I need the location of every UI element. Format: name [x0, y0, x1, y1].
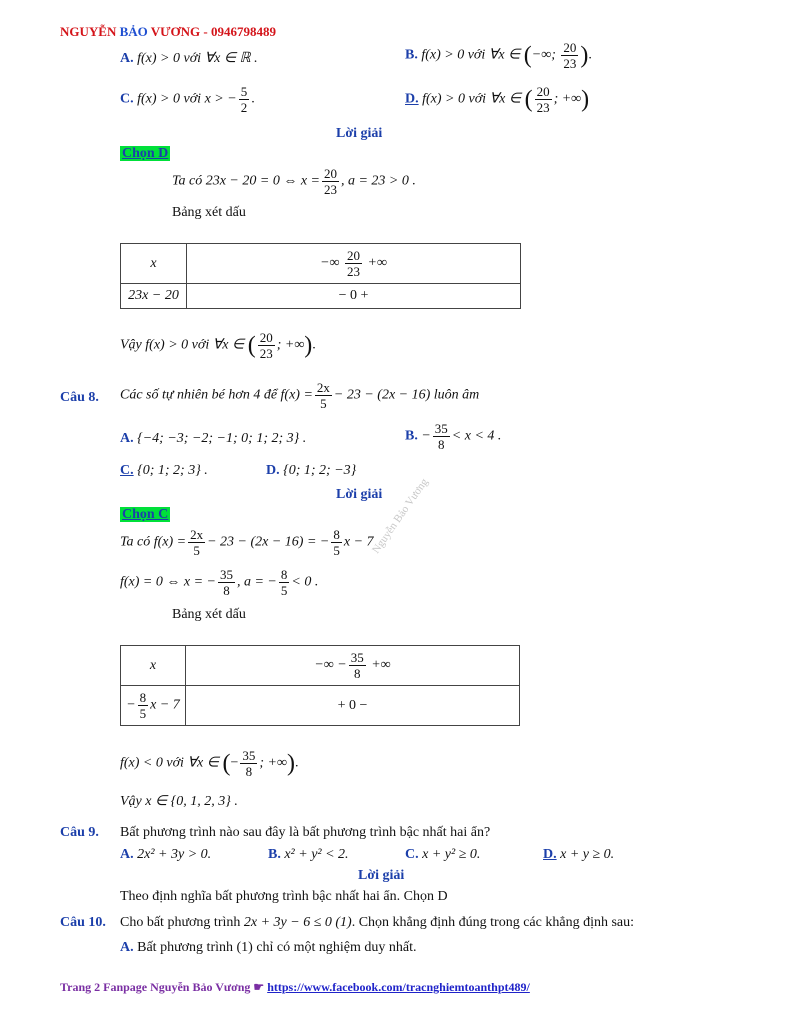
option-label: A.: [120, 51, 134, 66]
denominator: 8: [353, 666, 361, 681]
paren-open: (: [523, 42, 532, 69]
option-text: x + y ≥ 0.: [560, 847, 615, 862]
numerator: 35: [434, 421, 448, 436]
fraction: [279, 567, 290, 598]
paren-open: (: [524, 86, 533, 113]
numerator: 35: [350, 650, 364, 665]
period: .: [312, 337, 316, 353]
solution-line-1: [172, 166, 416, 197]
numerator: 35: [242, 748, 256, 763]
option-label: D.: [266, 463, 280, 478]
header-name-part2: BẢO: [119, 24, 148, 39]
option-a: [120, 50, 258, 67]
interval-right: ; +∞: [553, 91, 582, 107]
row-values: [187, 244, 521, 284]
denominator: 23: [536, 100, 550, 115]
row-signs: − 0 +: [187, 284, 521, 309]
conclusion-1: [120, 748, 298, 779]
option-d: [266, 463, 356, 479]
interval-right: ; +∞: [259, 755, 287, 771]
solution-title: Lời giải: [358, 868, 405, 883]
left-infinity: −∞: [320, 255, 340, 271]
paren-close: ): [580, 42, 589, 69]
text: , a = −: [236, 574, 277, 590]
text: −: [421, 428, 431, 444]
solution-title: Lời giải: [336, 126, 383, 141]
option-label: B.: [405, 47, 418, 63]
question-number: Câu 9.: [60, 825, 99, 840]
fraction: [315, 380, 332, 411]
option-label: D.: [543, 847, 557, 862]
numerator: 8: [333, 527, 340, 542]
row-label: [121, 686, 186, 726]
option-text: Bất phương trình (1) chỉ có một nghiệm duy nhất.: [137, 940, 417, 955]
explanation: Theo định nghĩa bất phương trình bậc nhất hai ẩn. Chọn D: [120, 889, 448, 904]
sign-table: [120, 645, 520, 726]
option-d: [543, 847, 614, 863]
denominator: 2: [240, 100, 248, 115]
option-label: C.: [405, 847, 419, 862]
chosen-label: Chọn C: [122, 507, 169, 522]
fraction: [535, 84, 552, 115]
option-c: [120, 463, 208, 479]
option-b: [405, 421, 501, 452]
denominator: 23: [563, 56, 577, 71]
option-label: C.: [120, 463, 134, 478]
option-label: B.: [268, 847, 281, 862]
right-infinity: +∞: [371, 657, 391, 673]
fraction: [240, 748, 257, 779]
conclusion-2: [120, 793, 238, 810]
text: f(x) < 0 với ∀x ∈: [120, 755, 219, 771]
text: . Chọn khẳng định đúng trong các khẳng định sau:: [351, 915, 635, 930]
numerator: 35: [219, 567, 233, 582]
text: Các số tự nhiên bé hơn 4 để f(x) =: [120, 387, 313, 403]
question-stem: [120, 915, 634, 931]
numerator: 20: [563, 40, 577, 55]
watermark: Nguyễn Bảo Vương: [369, 476, 431, 556]
fraction: [218, 567, 235, 598]
numerator: 2x: [316, 380, 330, 395]
option-text: x + y² ≥ 0.: [422, 847, 481, 862]
fraction: [349, 650, 366, 681]
chosen-answer: [120, 507, 170, 523]
tail: .: [251, 91, 255, 107]
denominator: 5: [333, 543, 340, 558]
fraction: [258, 330, 275, 361]
text: Ta có f(x) =: [120, 534, 187, 550]
fraction: [345, 248, 362, 279]
text: − 23 − (2x − 16) luôn âm: [333, 387, 480, 403]
row-label: x: [121, 646, 186, 686]
option-text: f(x) > 0 với ∀x ∈: [421, 47, 521, 63]
option-label: B.: [405, 428, 418, 444]
footer-text: Trang 2 Fanpage Nguyễn Bảo Vương ☛: [60, 980, 268, 994]
option-label: A.: [120, 431, 134, 446]
fraction: [239, 84, 250, 115]
paren-close: ): [286, 750, 295, 777]
interval-left: −∞;: [531, 47, 560, 63]
paren-close: ): [581, 86, 590, 113]
text: x − 7: [343, 534, 374, 550]
fraction: [322, 166, 339, 197]
option-text: x² + y² < 2.: [284, 847, 349, 862]
question-number: Câu 10.: [60, 915, 106, 930]
option-text: f(x) > 0 với ∀x ∈: [422, 91, 522, 107]
option-c: [120, 84, 255, 115]
denominator: 8: [245, 764, 253, 779]
text: Vậy f(x) > 0 với ∀x ∈: [120, 337, 245, 353]
text: Vậy x ∈ {0, 1, 2, 3} .: [120, 794, 238, 809]
text: x − 7: [150, 697, 180, 713]
option-a: [120, 847, 211, 863]
numerator: 8: [280, 567, 288, 582]
denominator: 5: [139, 706, 147, 721]
denominator: 23: [259, 346, 273, 361]
header-name-part1: NGUYỄN: [60, 24, 120, 39]
option-text: f(x) > 0 với x > −: [137, 91, 237, 107]
option-b: [405, 40, 592, 71]
fraction: [433, 421, 450, 452]
footer-link[interactable]: https://www.facebook.com/tracnghiemtoanthpt489/: [267, 980, 530, 994]
numerator: 20: [259, 330, 273, 345]
text: f(x) = 0 ⇔ x = −: [120, 574, 216, 590]
option-label: A.: [120, 940, 134, 955]
text: < x < 4 .: [451, 428, 502, 444]
page-header: [60, 24, 276, 40]
solution-line-2: [120, 567, 318, 598]
denominator: 8: [223, 583, 230, 598]
denominator: 5: [280, 583, 288, 598]
row-label: x: [121, 244, 187, 284]
option-text: {0; 1; 2; −3}: [283, 463, 357, 478]
text: Cho bất phương trình: [120, 915, 241, 930]
period: .: [294, 755, 299, 771]
paren-open: (: [247, 332, 256, 359]
denominator: 5: [320, 396, 327, 411]
question-stem: [120, 380, 479, 411]
right-infinity: +∞: [367, 255, 387, 271]
row-signs: + 0 −: [186, 686, 520, 726]
text: − 23 − (2x − 16) = −: [207, 534, 330, 550]
text: < 0 .: [291, 574, 319, 590]
fraction: [331, 527, 342, 558]
denominator: 23: [323, 182, 337, 197]
numerator: 20: [323, 166, 337, 181]
solution-title: Lời giải: [336, 487, 383, 502]
option-a: [120, 940, 417, 956]
paren-open: (: [222, 750, 231, 777]
table-caption: Bảng xét dấu: [172, 205, 246, 220]
question-stem: Bất phương trình nào sau đây là bất phương trình bậc nhất hai ẩn?: [120, 825, 491, 840]
option-label: C.: [120, 91, 134, 107]
option-text: {−4; −3; −2; −1; 0; 1; 2; 3} .: [137, 431, 307, 446]
option-label: D.: [405, 91, 419, 107]
denominator: 5: [193, 543, 200, 558]
numerator: 20: [347, 248, 360, 263]
text: −: [126, 697, 136, 713]
solution-line-1: [120, 527, 374, 558]
sign-table: [120, 243, 521, 309]
denominator: 8: [438, 437, 445, 452]
fraction: [561, 40, 578, 71]
fraction: [188, 527, 205, 558]
option-d: [405, 84, 589, 115]
option-text: f(x) > 0 với ∀x ∈ ℝ .: [137, 51, 258, 66]
numerator: 2x: [190, 527, 204, 542]
left-values: −∞ −: [314, 657, 347, 673]
numerator: 8: [139, 690, 147, 705]
option-label: A.: [120, 847, 134, 862]
fraction: [138, 690, 149, 721]
option-a: [120, 431, 306, 447]
option-text: {0; 1; 2; 3} .: [137, 463, 208, 478]
header-name-part3: VƯƠNG - 0946798489: [147, 24, 276, 39]
math: 2x + 3y − 6 ≤ 0 (1): [243, 915, 352, 930]
page-footer: [60, 980, 530, 995]
denominator: 23: [347, 264, 360, 279]
tail: .: [588, 47, 592, 63]
option-text: 2x² + 3y > 0.: [137, 847, 212, 862]
minus: −: [230, 755, 239, 771]
table-caption: Bảng xét dấu: [172, 607, 246, 622]
conclusion: [120, 330, 316, 361]
chosen-answer: [120, 146, 170, 162]
row-values: [186, 646, 520, 686]
question-number: Câu 8.: [60, 390, 99, 405]
option-b: [268, 847, 349, 863]
text: , a = 23 > 0 .: [340, 173, 416, 189]
row-label: 23x − 20: [121, 284, 187, 309]
option-c: [405, 847, 480, 863]
text: Ta có 23x − 20 = 0 ⇔ x =: [172, 173, 320, 189]
chosen-label: Chọn D: [122, 146, 169, 161]
interval-right: ; +∞: [276, 337, 305, 353]
numerator: 20: [536, 84, 550, 99]
paren-close: ): [304, 332, 313, 359]
numerator: 5: [240, 84, 248, 99]
